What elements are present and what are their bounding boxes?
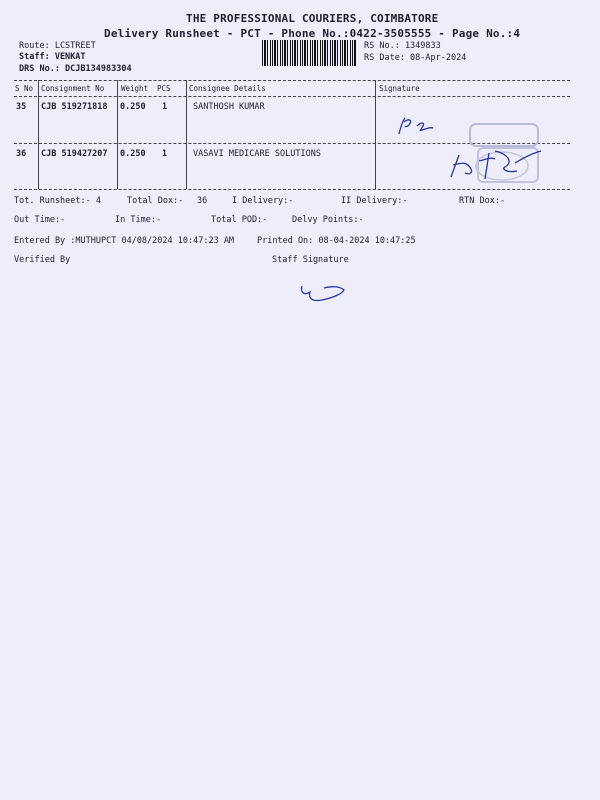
staff-signature-label: Staff Signature xyxy=(272,255,349,265)
row-1-signature-image xyxy=(395,112,445,140)
row-consignee: VASAVI MEDICARE SOLUTIONS xyxy=(193,149,321,159)
rs-number: RS No.: 1349833 xyxy=(364,41,441,51)
col-header-pcs: PCS xyxy=(157,84,171,93)
total-runsheet: Tot. Runsheet:- 4 xyxy=(14,196,101,206)
col-header-weight: Weight xyxy=(121,84,149,93)
delvy-points: Delvy Points:- xyxy=(292,215,364,225)
rs-date: RS Date: 08-Apr-2024 xyxy=(364,53,467,63)
ii-delivery: II Delivery:- xyxy=(341,196,408,206)
total-dox-label: Total Dox:- xyxy=(127,196,184,206)
out-time: Out Time:- xyxy=(14,215,66,225)
row-sno: 35 xyxy=(16,102,27,112)
col-header-signature: Signature xyxy=(379,84,420,93)
table-top-rule xyxy=(14,80,570,81)
col-divider xyxy=(117,80,118,189)
in-time: In Time:- xyxy=(115,215,162,225)
table-header-rule xyxy=(14,96,570,97)
col-header-consignee: Consignee Details xyxy=(189,84,266,93)
runsheet-subtitle: Delivery Runsheet - PCT - Phone No.:0422-3505555 - Page No.:4 xyxy=(104,27,521,40)
row-pcs: 1 xyxy=(162,102,168,112)
col-header-sno: S No xyxy=(15,84,34,93)
col-divider xyxy=(375,80,376,189)
row-weight: 0.250 xyxy=(120,149,146,159)
row-pcs: 1 xyxy=(162,149,168,159)
row-consignment: CJB 519271818 xyxy=(41,102,108,112)
row-consignee: SANTHOSH KUMAR xyxy=(193,102,265,112)
verified-by: Verified By xyxy=(14,255,71,265)
route-label: Route: LCSTREET xyxy=(19,41,96,51)
rtn-dox: RTN Dox:- xyxy=(459,196,506,206)
row-sno: 36 xyxy=(16,149,27,159)
col-divider xyxy=(38,80,39,189)
company-title: THE PROFESSIONAL COURIERS, COIMBATORE xyxy=(186,12,439,25)
entered-by: Entered By :MUTHUPCT 04/08/2024 10:47:23 AM xyxy=(14,236,235,246)
total-dox-value: 36 xyxy=(197,196,208,206)
staff-signature-image xyxy=(298,280,350,304)
row-consignment: CJB 519427207 xyxy=(41,149,108,159)
staff-label: Staff: VENKAT xyxy=(19,52,86,62)
drs-number: DRS No.: DCJB134983304 xyxy=(19,64,132,74)
row-2-signature-image xyxy=(445,143,545,183)
col-header-consignment: Consignment No xyxy=(41,84,105,93)
total-pod: Total POD:- xyxy=(211,215,268,225)
printed-on: Printed On: 08-04-2024 10:47:25 xyxy=(257,236,416,246)
i-delivery: I Delivery:- xyxy=(232,196,294,206)
barcode xyxy=(262,40,356,66)
col-divider xyxy=(186,80,187,189)
row-weight: 0.250 xyxy=(120,102,146,112)
